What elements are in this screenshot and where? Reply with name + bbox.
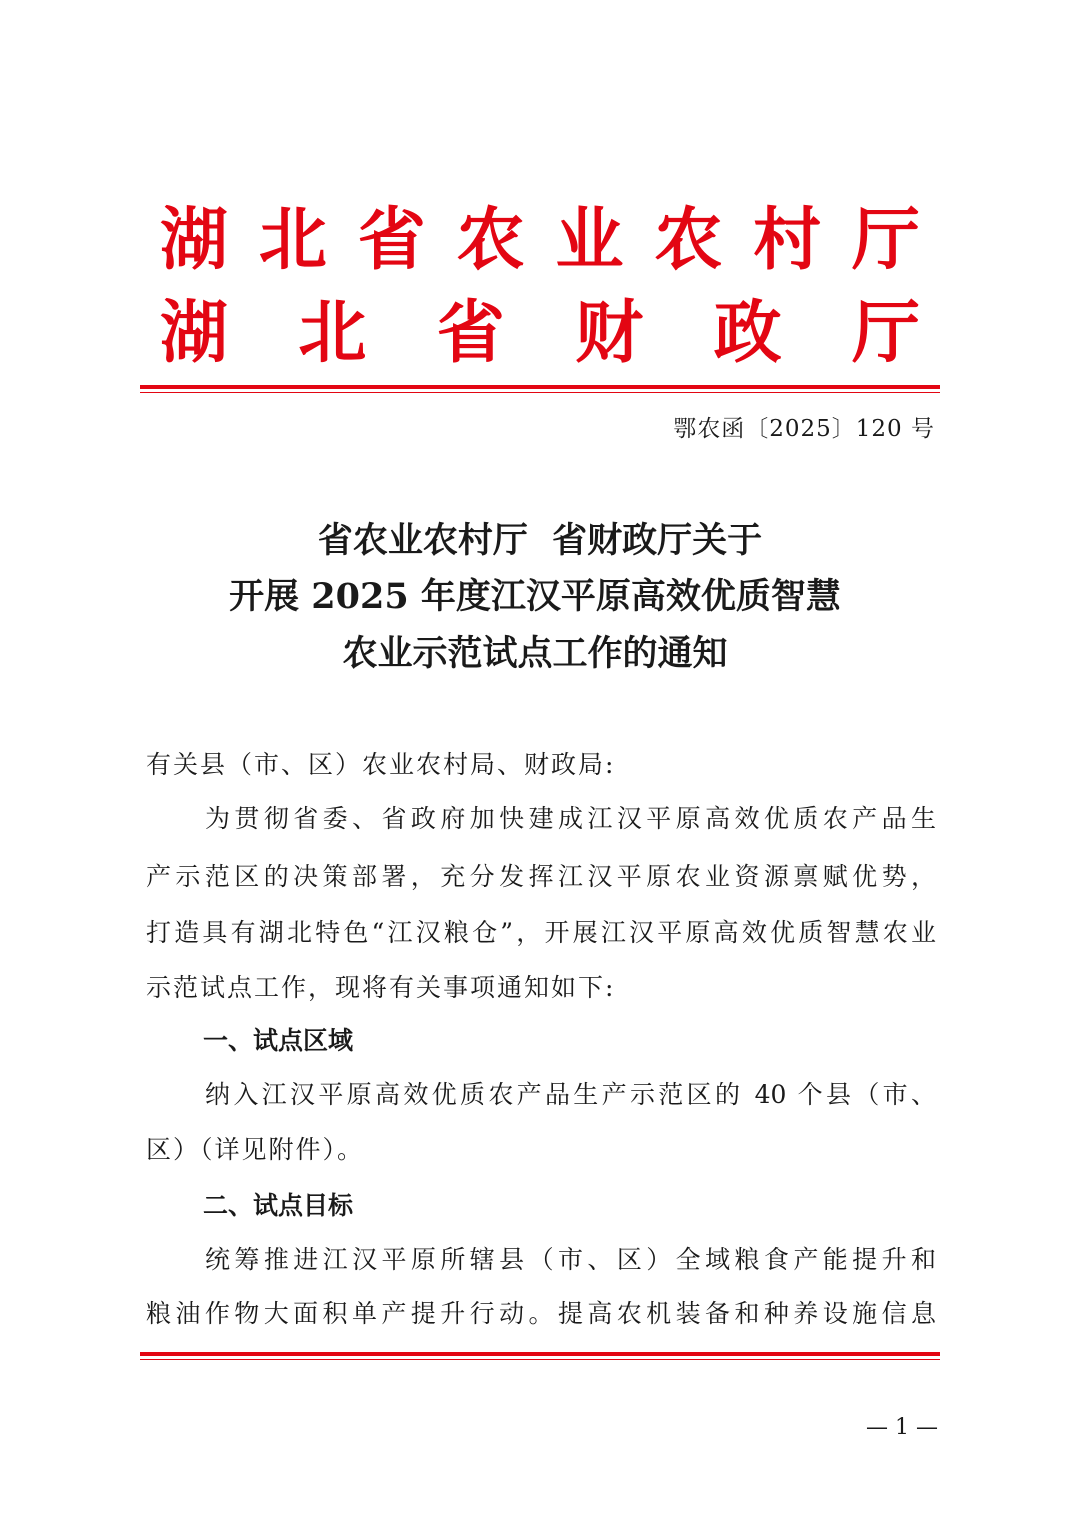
issuer-char: 厅: [851, 294, 920, 373]
page-number: — 1 —: [866, 1415, 938, 1440]
issuer-char: 省: [436, 294, 505, 373]
issuer-char: 政: [713, 294, 782, 373]
section-heading-pilot-goal: 二、试点目标: [203, 1191, 354, 1220]
paragraph-line: 示范试点工作，现将有关事项通知如下:: [146, 973, 616, 1002]
issuer-char: 北: [258, 201, 327, 280]
header-red-rule: [140, 385, 940, 389]
issuer-char: 村: [753, 201, 822, 280]
issuer-char: 农: [456, 201, 525, 280]
issuer-char: 省: [357, 201, 426, 280]
issuer-line-finance: [160, 295, 920, 373]
document-title-line-2: 开展 2025 年度江汉平原高效优质智慧: [229, 576, 841, 617]
salutation: 有关县（市、区）农业农村局、财政局:: [146, 750, 616, 779]
issuer-line-agriculture: [160, 202, 920, 280]
paragraph-line: 统筹推进江汉平原所辖县（市、区）全域粮食产能提升和: [205, 1245, 936, 1274]
document-title-line-1: 省农业农村厅 省财政厅关于: [317, 520, 763, 561]
paragraph-line: 产示范区的决策部署，充分发挥江汉平原农业资源禀赋优势，: [146, 862, 936, 891]
issuer-char: 业: [555, 201, 624, 280]
issuer-char: 北: [298, 294, 367, 373]
document-number: 鄂农函〔2025〕120 号: [673, 416, 935, 442]
paragraph-line: 打造具有湖北特色“江汉粮仓”，开展江汉平原高效优质智慧农业: [146, 918, 936, 947]
section-heading-pilot-area: 一、试点区域: [203, 1026, 354, 1055]
paragraph-line: 纳入江汉平原高效优质农产品生产示范区的 40 个县（市、: [205, 1080, 936, 1109]
issuer-char: 财: [575, 294, 644, 373]
issuer-char: 农: [654, 201, 723, 280]
footer-red-rule: [140, 1352, 940, 1356]
issuer-char: 湖: [160, 201, 229, 280]
paragraph-line: 粮油作物大面积单产提升行动。提高农机装备和种养设施信息: [146, 1299, 936, 1328]
issuer-char: 湖: [160, 294, 229, 373]
issuer-char: 厅: [851, 201, 920, 280]
footer-red-rule-thin: [140, 1359, 940, 1360]
document-title-line-3: 农业示范试点工作的通知: [342, 633, 728, 674]
paragraph-line: 为贯彻省委、省政府加快建成江汉平原高效优质农产品生: [205, 804, 936, 833]
paragraph-line: 区）（详见附件）。: [146, 1135, 365, 1164]
header-red-rule-thin: [140, 392, 940, 393]
